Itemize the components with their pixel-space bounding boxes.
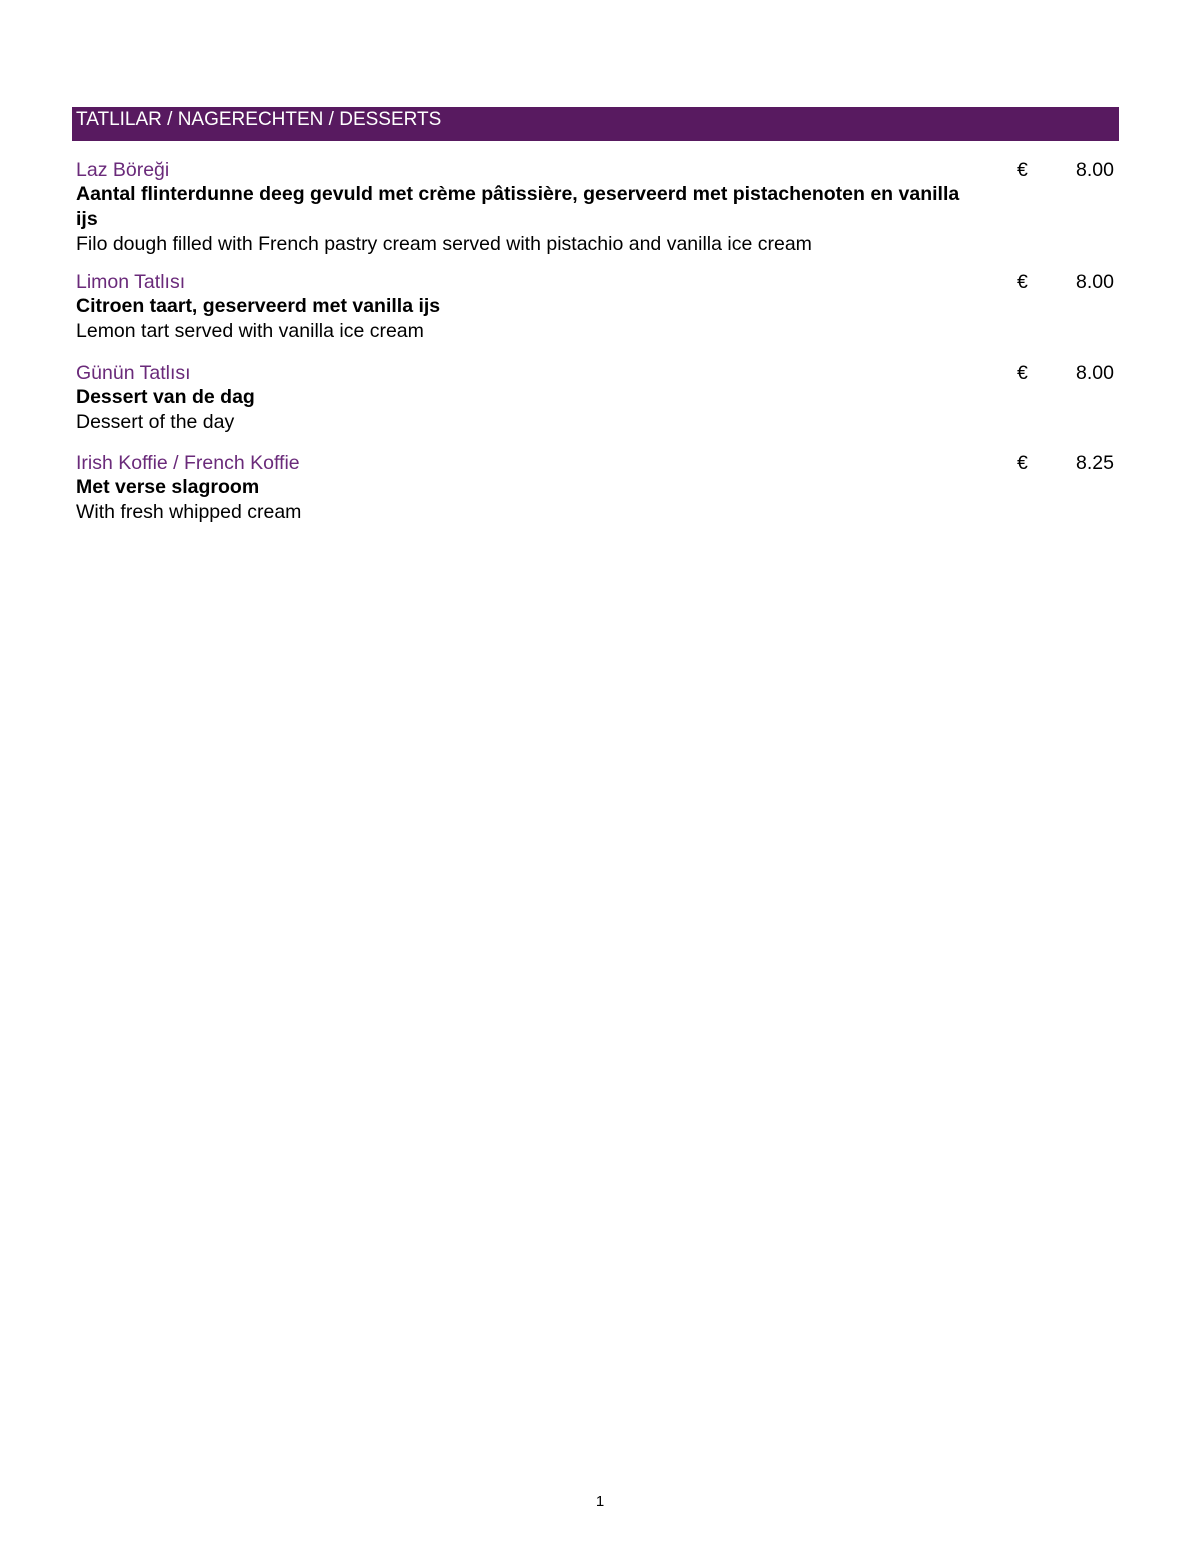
- menu-item-name: Laz Böreği: [76, 159, 170, 181]
- menu-item-description-dutch: Aantal flinterdunne deeg gevuld met crème pâtissière, geserveerd met pistachenoten en vanilla ijs: [76, 183, 960, 230]
- currency-symbol: €: [1017, 452, 1028, 474]
- menu-item: [76, 270, 1119, 343]
- menu-item-name: Günün Tatlısı: [76, 362, 191, 384]
- menu-item-description-english: Dessert of the day: [76, 411, 235, 433]
- menu-item-price: 8.25: [1076, 452, 1114, 474]
- menu-item-description-dutch: Met verse slagroom: [76, 476, 260, 498]
- menu-item-description-english: Lemon tart served with vanilla ice cream: [76, 320, 424, 342]
- menu-item-price: 8.00: [1076, 271, 1114, 293]
- menu-item-name: Limon Tatlısı: [76, 271, 186, 293]
- menu-item-price: 8.00: [1076, 159, 1114, 181]
- menu-item: [76, 158, 1119, 256]
- menu-item-price: 8.00: [1076, 362, 1114, 384]
- currency-symbol: €: [1017, 362, 1028, 384]
- currency-symbol: €: [1017, 159, 1028, 181]
- menu-item-description-dutch: Dessert van de dag: [76, 386, 255, 408]
- section-title: TATLILAR / NAGERECHTEN / DESSERTS: [76, 109, 442, 130]
- currency-symbol: €: [1017, 271, 1028, 293]
- page-number: 1: [595, 1493, 605, 1510]
- menu-item: [76, 451, 1119, 524]
- section-header: [72, 107, 1119, 141]
- menu-item-name: Irish Koffie / French Koffie: [76, 452, 300, 474]
- menu-item: [76, 361, 1119, 434]
- menu-item-description-english: With fresh whipped cream: [76, 501, 302, 523]
- menu-item-description-dutch: Citroen taart, geserveerd met vanilla ijs: [76, 295, 441, 317]
- menu-item-description-english: Filo dough filled with French pastry cream served with pistachio and vanilla ice cream: [76, 233, 812, 255]
